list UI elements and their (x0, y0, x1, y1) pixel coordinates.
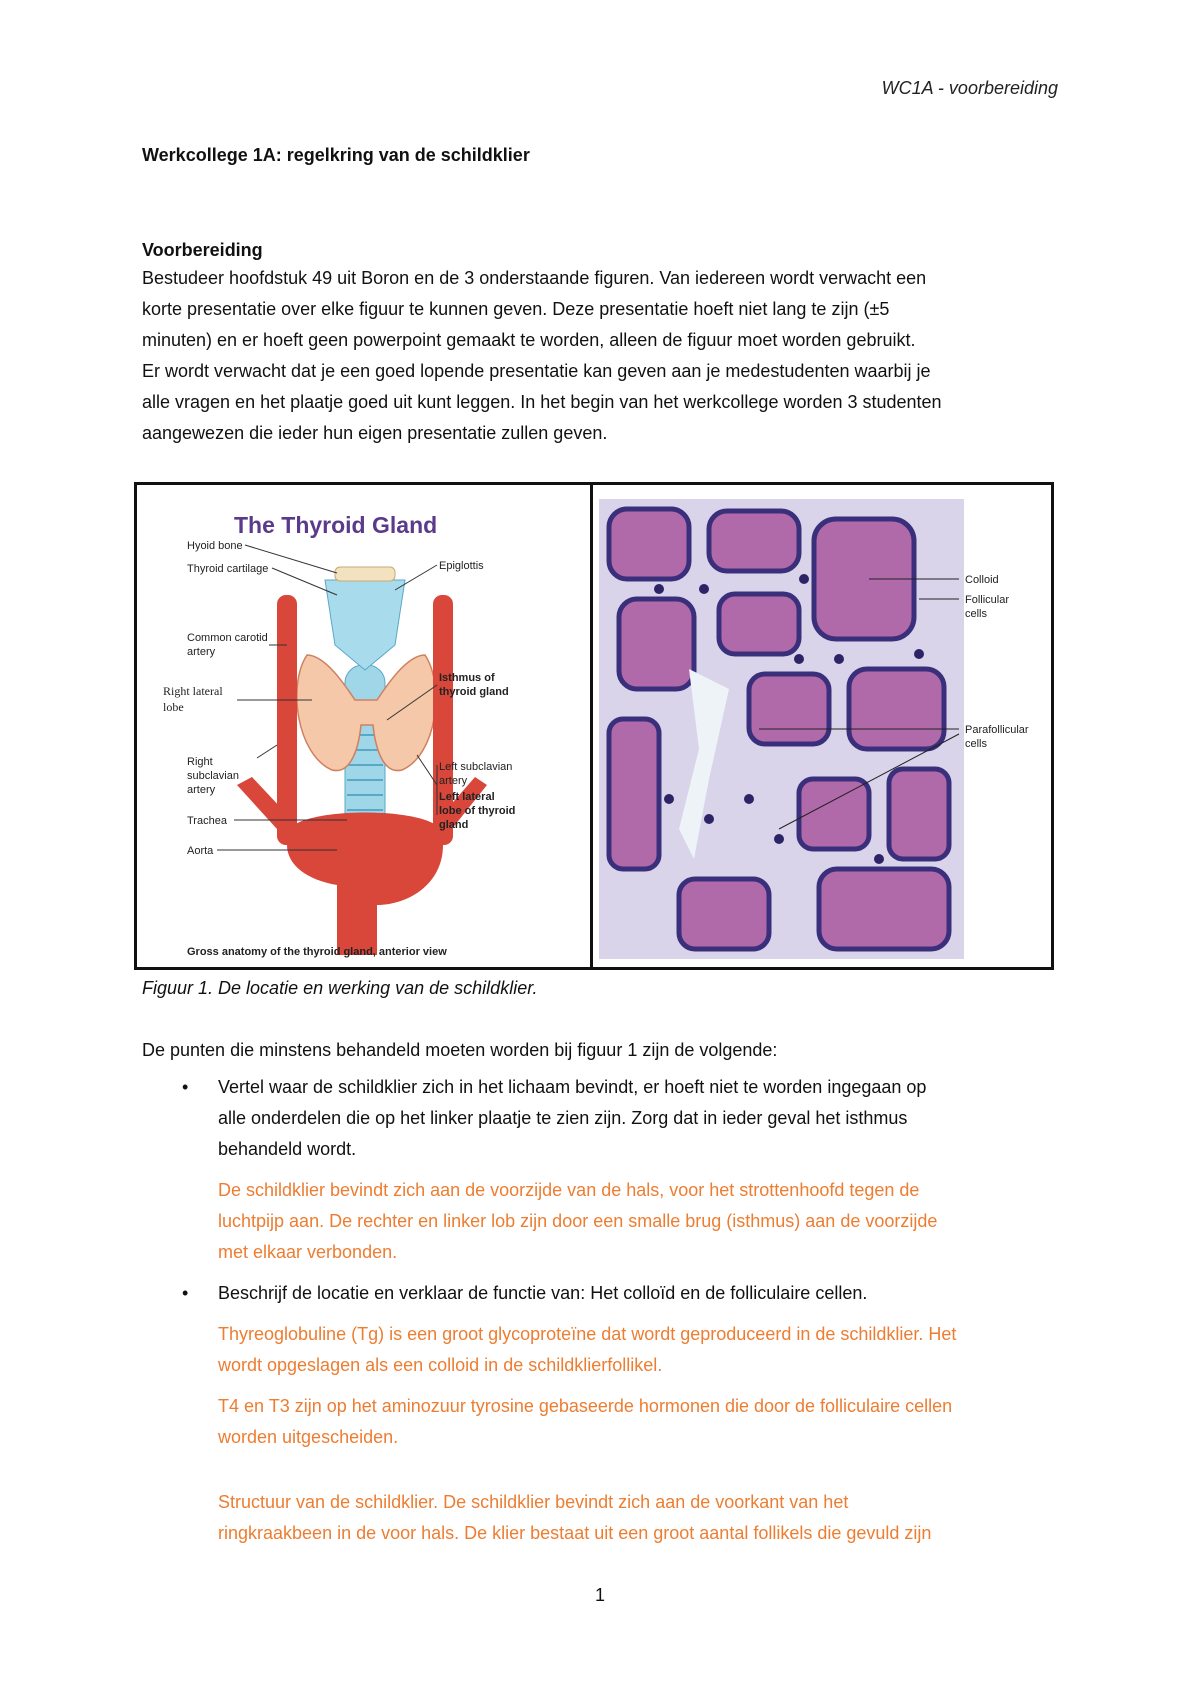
thyroid-cartilage-shape (325, 580, 405, 670)
label-follicular-cells-2: cells (965, 608, 988, 620)
answer-line: Thyreoglobuline (Tg) is een groot glycoproteïne dat wordt geproduceerd in de schildklier. Het (218, 1324, 957, 1344)
label-hyoid-bone: Hyoid bone (187, 540, 243, 552)
label-right-subclavian-2: subclavian (187, 770, 239, 782)
spacer (142, 1268, 1072, 1278)
label-trachea: Trachea (187, 815, 227, 827)
answer-line: ringkraakbeen in de voor hals. De klier bestaat uit een groot aantal follikels die gevuld zijn (218, 1523, 932, 1543)
label-isthmus-2: thyroid gland (439, 686, 509, 698)
answer-line: worden uitgescheiden. (218, 1427, 399, 1447)
label-left-subclavian: Left subclavian (439, 761, 513, 773)
question-line: behandeld wordt. (218, 1139, 357, 1159)
points-list (142, 1072, 1072, 1549)
answer-line: luchtpijp aan. De rechter en linker lob zijn door een smalle brug (isthmus) aan de voorzijde (218, 1211, 938, 1231)
spacer (142, 1165, 1072, 1175)
page-number: 1 (594, 1585, 605, 1605)
answer-line: De schildklier bevindt zich aan de voorzijde van de hals, voor het strottenhoofd tegen de (218, 1180, 920, 1200)
answer-line: met elkaar verbonden. (218, 1242, 398, 1262)
illustration-title: The Thyroid Gland (234, 512, 438, 538)
label-colloid: Colloid (965, 574, 999, 586)
label-epiglottis: Epiglottis (439, 560, 484, 572)
thyroid-anatomy-illustration (137, 485, 590, 967)
question-line: alle onderdelen die op het linker plaatje te zien zijn. Zorg dat in ieder geval het isthmus (218, 1108, 908, 1128)
question-line: Vertel waar de schildklier zich in het lichaam bevindt, er hoeft niet te worden ingegaan op (218, 1077, 927, 1097)
label-left-lobe-2: lobe of thyroid (439, 805, 516, 817)
hyoid-bone-shape (335, 567, 395, 581)
bullet-icon: • (182, 1283, 189, 1303)
label-right-lobe-2: lobe (163, 700, 184, 714)
bullet-question (142, 1072, 1072, 1165)
label-aorta: Aorta (187, 845, 214, 857)
label-follicular-cells: Follicular (965, 594, 1010, 606)
thyroid-anatomy-svg (137, 485, 590, 967)
label-left-lobe-3: gland (439, 819, 469, 831)
label-thyroid-cartilage: Thyroid cartilage (187, 563, 269, 575)
label-common-carotid: Common carotid (187, 632, 268, 644)
preparation-line: korte presentatie over elke figuur te kunnen geven. Deze presentatie hoeft niet lang te zijn (±5 (142, 299, 890, 319)
label-left-subclavian-2: artery (439, 775, 468, 787)
bullet-icon: • (182, 1077, 189, 1097)
label-parafollicular-cells: Parafollicular (965, 724, 1029, 736)
label-left-lobe: Left lateral (439, 791, 495, 803)
spacer (142, 1381, 1072, 1391)
preparation-section (142, 240, 1062, 449)
answer-line: wordt opgeslagen als een colloid in de schildklierfollikel. (218, 1355, 663, 1375)
bullet-question (142, 1278, 1072, 1309)
preparation-heading: Voorbereiding (142, 240, 263, 260)
document-title: Werkcollege 1A: regelkring van de schildklier (142, 145, 530, 165)
preparation-line: aangewezen die ieder hun eigen presentatie zullen geven. (142, 423, 608, 443)
preparation-line: minuten) en er hoeft geen powerpoint gemaakt te worden, alleen de figuur moet worden gebruikt. (142, 330, 916, 350)
label-right-subclavian-3: artery (187, 784, 216, 796)
aorta-shape (287, 813, 443, 956)
label-right-lobe: Right lateral (163, 684, 223, 698)
running-header: WC1A - voorbereiding (881, 78, 1058, 98)
figure-caption: Figuur 1. De locatie en werking van de schildklier. (142, 978, 538, 998)
histology-svg (599, 499, 1039, 959)
spacer (142, 1309, 1072, 1319)
figure-divider (590, 485, 593, 967)
illustration-subtitle: Gross anatomy of the thyroid gland, anterior view (187, 946, 447, 958)
label-isthmus: Isthmus of (439, 672, 495, 684)
label-parafollicular-cells-2: cells (965, 738, 988, 750)
label-right-subclavian: Right (187, 756, 213, 768)
figure-frame (134, 482, 1054, 970)
question-line: Beschrijf de locatie en verklaar de functie van: Het colloïd en de folliculaire cellen. (218, 1283, 868, 1303)
thyroid-histology-micrograph (599, 499, 1039, 959)
preparation-line: Bestudeer hoofdstuk 49 uit Boron en de 3 onderstaande figuren. Van iedereen wordt verwacht een (142, 268, 927, 288)
preparation-line: alle vragen en het plaatje goed uit kunt leggen. In het begin van het werkcollege worden 3 studenten (142, 392, 942, 412)
preparation-line: Er wordt verwacht dat je een goed lopende presentatie kan geven aan je medestudenten waarbij je (142, 361, 931, 381)
answer-line: Structuur van de schildklier. De schildklier bevindt zich aan de voorkant van het (218, 1492, 849, 1512)
label-common-carotid-2: artery (187, 646, 216, 658)
spacer (142, 1453, 1072, 1487)
points-intro: De punten die minstens behandeld moeten worden bij figuur 1 zijn de volgende: (142, 1040, 778, 1060)
answer-line: T4 en T3 zijn op het aminozuur tyrosine gebaseerde hormonen die door de folliculaire cellen (218, 1396, 953, 1416)
